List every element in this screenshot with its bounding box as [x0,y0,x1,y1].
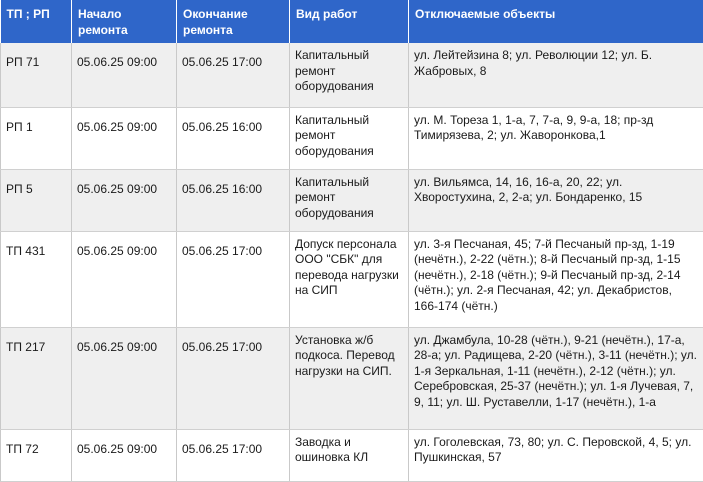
table-row [1,107,703,169]
header-end: Окончание ремонта [177,0,290,43]
header-row [1,0,703,43]
cell-start: 05.06.25 09:00 [72,107,177,169]
cell-rp: ТП 72 [1,429,72,481]
cell-start: 05.06.25 09:00 [72,231,177,327]
cell-rp: РП 1 [1,107,72,169]
cell-end: 05.06.25 17:00 [177,327,290,429]
header-rp: ТП ; РП [1,0,72,43]
cell-objects: ул. Джамбула, 10-28 (чётн.), 9-21 (нечётн.), 17-а, 28-а; ул. Радищева, 2-20 (чётн.), 3-11 (нечётн.); ул. 1-я Зеркальная, 1-11 (нечётн.), 2-12 (чётн.); ул. Серебровская, 25-37 (нечётн.); ул. 1-я Лучевая, 7, 9, 11; ул. Ш. Руставелли, 1-17 (нечётн.), 1-а [409,327,703,429]
header-start: Начало ремонта [72,0,177,43]
cell-objects: ул. Вильямса, 14, 16, 16-а, 20, 22; ул. Хворостухина, 2, 2-а; ул. Бондаренко, 15 [409,169,703,231]
cell-work: Допуск персонала ООО "СБК" для перевода нагрузки на СИП [290,231,409,327]
cell-work: Заводка и ошиновка КЛ [290,429,409,481]
cell-start: 05.06.25 09:00 [72,169,177,231]
header-work: Вид работ [290,0,409,43]
header-objects: Отключаемые объекты [409,0,703,43]
cell-work: Капитальный ремонт оборудования [290,43,409,107]
table-body [1,43,703,481]
cell-work: Установка ж/б подкоса. Перевод нагрузки на СИП. [290,327,409,429]
cell-end: 05.06.25 16:00 [177,107,290,169]
cell-objects: ул. Гоголевская, 73, 80; ул. С. Перовской, 4, 5; ул. Пушкинская, 57 [409,429,703,481]
cell-rp: РП 5 [1,169,72,231]
cell-objects: ул. М. Тореза 1, 1-а, 7, 7-а, 9, 9-а, 18; пр-зд Тимирязева, 2; ул. Жаворонкова,1 [409,107,703,169]
cell-end: 05.06.25 16:00 [177,169,290,231]
cell-end: 05.06.25 17:00 [177,43,290,107]
table-row [1,231,703,327]
cell-work: Капитальный ремонт оборудования [290,169,409,231]
cell-rp: РП 71 [1,43,72,107]
cell-work: Капитальный ремонт оборудования [290,107,409,169]
table-header [1,0,703,43]
cell-objects: ул. Лейтейзина 8; ул. Революции 12; ул. Б. Жабровых, 8 [409,43,703,107]
cell-objects: ул. 3-я Песчаная, 45; 7-й Песчаный пр-зд, 1-19 (нечётн.), 2-22 (чётн.); 8-й Песчаный пр-зд, 1-15 (нечётн.), 2-18 (чётн.); 9-й Песчаный пр-зд, 2-14 (чётн.); ул. 2-я Песчаная, 42; ул. Декабристов, 166-174 (чётн.) [409,231,703,327]
cell-end: 05.06.25 17:00 [177,429,290,481]
cell-start: 05.06.25 09:00 [72,327,177,429]
cell-start: 05.06.25 09:00 [72,43,177,107]
table-row [1,327,703,429]
table-row [1,43,703,107]
table-row [1,429,703,481]
cell-rp: ТП 431 [1,231,72,327]
table-row [1,169,703,231]
cell-start: 05.06.25 09:00 [72,429,177,481]
cell-end: 05.06.25 17:00 [177,231,290,327]
cell-rp: ТП 217 [1,327,72,429]
